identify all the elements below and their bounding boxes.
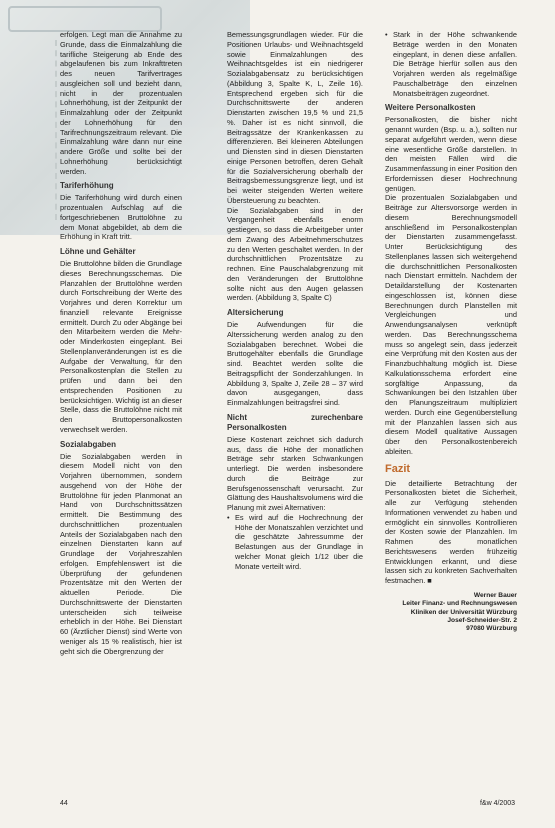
section-heading-tariferhoehung: Tariferhöhung <box>60 181 114 191</box>
author-title: Leiter Finanz- und Rechnungswesen <box>402 600 517 608</box>
bullet-list <box>227 513 363 572</box>
section-heading-nicht-zurechenbar: Nicht zurechenbare Personalkosten <box>227 412 363 432</box>
author-institution: Kliniken der Universität Würzburg <box>410 608 517 616</box>
paragraph: Die Aufwendungen für die Alterssicherung werden analog zu den Sozialabgaben berechnet. Wobei die Bruttogehälter ebenfalls die Grundlage sind. Beachtet werden sollte die Beitragspflicht der Sonderzahlungen. In Abbildung 3, Spalte J, Zeile 28 – 37 wird davon ausgegangen, dass Einmalzahlungen beitragsfrei sind. <box>227 320 363 407</box>
paragraph: Die detaillierte Betrachtung der Personalkosten bietet die Sicherheit, alle zur Verfügung stehenden Informationen verwendet zu haben und ermöglicht ein sinnvolles Kontrollieren der Kosten sowie der Planzahlen. Im Rahmen des monatlichen Berichtswesens werden frühzeitig Entwicklungen erkannt, und diese lassen sich zu konkreten Sachverhalten festmachen. ■ <box>385 478 517 585</box>
paragraph: Personalkosten, die bisher nicht genannt wurden (Bsp. u. a.), sollten nur separat aufgeführt werden, wenn diese eine wesentliche Größe darstellen. In den meisten Fällen wird die Zusammenfassung in einer Position den Erfordernissen dieser Hochrechnung genügen. <box>385 115 517 193</box>
paragraph: Die Bruttolöhne bilden die Grundlage dieses Berechnungsschemas. Die Planzahlen der Bruttolöhne werden durch Fortschreibung der Werte des Vorjahres und deren Korrektur um finanziell relevante Ereignisse ermittelt. Durch Zu oder Abgänge bei den Mitarbeitern werden die Mehr- oder Minderkosten eingeplant. Bei Stellenplanveränderungen ist es die Aufgabe der Verwaltung, für den Personalkostenplan die Stellen zu prüfen und dann bei den entsprechenden Positionen zu berücksichtigen. Wichtig ist an dieser Stelle, dass die Bruttolöhne nicht mit den Bruttopersonalkosten verwechselt werden. <box>60 259 182 434</box>
section-heading-sozialabgaben: Sozialabgaben <box>60 439 117 449</box>
paragraph: Die Sozialabgaben sind in der Vergangenheit ebenfalls enorm gestiegen, so dass die Arbeitgeber unter dem Zwang des Arbeitnehmerschutzes zu den Werten geschaltet werden. In der durchschnittlichen Prozentsätze zu rechnen. Eine Pauschalabgrenzung mit den Veränderungen der Bruttolöhne sollte nicht aus den Augen gelassen werden. (Abbildung 3, Spalte C) <box>227 205 363 303</box>
author-city: 97080 Würzburg <box>466 625 517 633</box>
column-3 <box>385 30 517 634</box>
section-heading-weitere: Weitere Personalkosten <box>385 103 476 113</box>
paragraph: erfolgen. Legt man die Annahme zu Grunde, dass die Einmalzahlung die tarifliche Steigerung ab Ende des abgelaufenen bis zum Inkrafttreten des neuen Tarifvertrages ausgleichen soll und bezieht dann, nicht in der prozentualen Lohnerhöhung, ist der Zeitpunkt der Einmalzahlung oder der Zeitpunkt der Lohnerhöhung für den Tarifrechnungszeitraum relevant. Die Einmalzahlung wäre dann nur eine andere Größe und sollte bei der Lohnerhöhung berücksichtigt werden. <box>60 30 182 176</box>
paragraph: Die Tariferhöhung wird durch einen prozentualen Aufschlag auf die fortgeschriebenen Bruttolöhne zu dem Monat abgebildet, ab dem die Erhöhung in Kraft tritt. <box>60 193 182 242</box>
journal-reference: f&w 4/2003 <box>479 800 515 807</box>
author-street: Josef-Schneider-Str. 2 <box>447 616 517 624</box>
section-heading-altersicherung: Altersicherung <box>227 308 284 317</box>
page-number: 44 <box>60 800 68 807</box>
paragraph: Diese Kostenart zeichnet sich dadurch aus, dass die Höhe der monatlichen Beträge sehr starken Schwankungen unterliegt. Die werden insbesondere durch die Beiträge zur Berufsgenossenschaft verursacht. Zur Glättung des Haushaltsvolumens wird die Planung mit zwei Alternativen: <box>227 434 363 512</box>
list-item: • Stark in der Höhe schwankende Beträge werden in den Monaten eingeplant, in denen diese anfallen. Die Beträge hierfür sollen aus den Vorjahren werden als regelmäßige Pauschalbeträge den einzelnen Monatsbeiträgen zugeordnet. <box>385 30 517 98</box>
column-2 <box>227 30 363 571</box>
author-signature-block <box>385 592 517 634</box>
paragraph: Die prozentualen Sozialabgaben und Beiträge zur Altersvorsorge werden in diesem Berechnungsmodell anschließend im Personalkostenplan der Dienstarten zusammengefasst. Unter Berücksichtigung des Stellenplanes lassen sich weitergehend die durchschnittlichen Personalkosten nach Dienstart ermitteln. Nachdem der Detaildarstellung der Kostenarten eingeschlossen ist, können diese Berechnungen durch Planstellen mit Vergleichungen und Anwendungsanalysen verknüpft werden. Das Berechnungsschema muss so angelegt sein, dass jederzeit eine Verprüfung mit den Kosten aus der Finanzbuchhaltung möglich ist. Diese Kalkulationsschema erfordert eine sorgfältige Anpassung, da Schwankungen bei den Istzahlen über den Planungszeitraum multipliziert werden. Durch eine Gegenüberstellung mit der Planzahlen lassen sich aus diesem Modell qualitative Aussagen über den Personalkostenbereich ableiten. <box>385 193 517 456</box>
section-heading-fazit: Fazit <box>385 462 411 475</box>
author-name: Werner Bauer <box>473 591 517 599</box>
column-1 <box>60 30 182 656</box>
section-heading-loehne: Löhne und Gehälter <box>60 247 136 256</box>
bullet-list <box>385 30 517 98</box>
paragraph: Bemessungsgrundlagen wieder. Für die Positionen Urlaubs- und Weihnachtsgeld sowie Einmalzahlungen des Weihnachtsgeldes ist ein niedrigerer Sozialabgabensatz zu berücksichtigen (Abbildung 3, Spalte K, L, Zeile 16). Entsprechend ergeben sich für die Durchschnittswerte der anderen Dienstarten zwischen 19,5 % und 21,5 %. Daher ist es nicht sinnvoll, die Beitragssätze der Krankenkassen zu differenzieren. Bei kleineren Abteilungen und Diensten sind in diesen Dienstarten einige Personen betroffen, deren Gehalt für die Sozialversicherung oberhalb der Beitragsbemessungsgrenze liegt, und ist bei weiter steigenden Werten weitere Übersteuerung zu beachten. <box>227 30 363 205</box>
paragraph: Die Sozialabgaben werden in diesem Modell nicht von den Vorjahren übernommen, sondern ausgehend von der Höhe der Bruttolöhne für jeden Planmonat an Hand von Durchschnittssätzen ermittelt. Die Bestimmung des durchschnittlichen prozentualen Anteils der Sozialabgaben nach den einzelnen Dienstarten kann auf Grundlage der Vorjahreszahlen erfolgen. Empfehlenswert ist die Überprüfung der gefundenen Prozentsätze mit den Werten der aktuellen Periode. Die Durchschnittswerte der Dienstarten unterscheiden sich teilweise erheblich in der Höhe. Bei Dienstart 60 (Ärztlicher Dienst) sind Werte von weniger als 15 % realistisch, hier ist geht sich die Obergrenzung der <box>60 451 182 656</box>
list-item: • Es wird auf die Hochrechnung der Höhe der Monatszahlen verzichtet und die geschätzte Jahressumme der Belastungen aus der Grundlage in welcher Monat gleich 1/12 über die Monate verteilt wird. <box>227 513 363 572</box>
